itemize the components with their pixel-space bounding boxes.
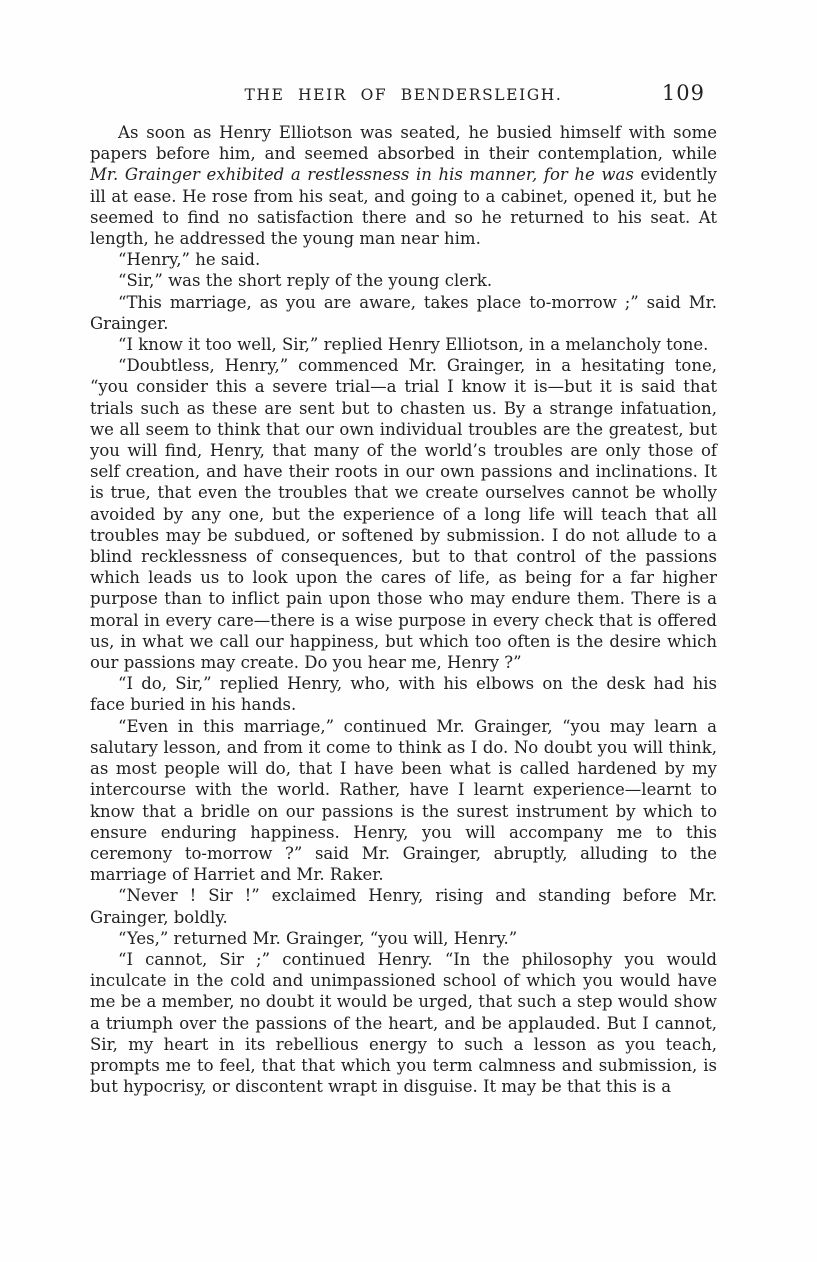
page-header — [90, 81, 717, 112]
paragraph: “I cannot, Sir ;” continued Henry. “In the philosophy you would inculcate in the cold and unimpassioned school of which you would have me be a member, no doubt it would be urged, that such a step would show a triumph over the passions of the heart, and be applauded. But I cannot, Sir, my heart in its rebellious energy to such a lesson as you teach, prompts me to feel, that that which you term calmness and submission, is but hypocrisy, or discontent wrapt in disguise. It may be that this is a — [90, 949, 717, 1097]
paragraph: “Even in this marriage,” continued Mr. Grainger, “you may learn a salutary lesson, and from it come to think as I do. No doubt you will think, as most people will do, that I have been what is called hardened by my intercourse with the world. Rather, have I learnt experience—learnt to know that a bridle on our passions is the surest instrument by which to ensure enduring happiness. Henry, you will accompany me to this ceremony to-morrow ?” said Mr. Grainger, abruptly, alluding to the marriage of Harriet and Mr. Raker. — [90, 716, 717, 885]
paragraph: “Never ! Sir !” exclaimed Henry, rising and standing before Mr. Grainger, boldly. — [90, 886, 717, 927]
running-header: THE HEIR OF BENDERSLEIGH. — [244, 86, 563, 104]
paragraph: “Sir,” was the short reply of the young clerk. — [118, 271, 493, 291]
paragraph: “This marriage, as you are aware, takes place to-morrow ;” said Mr. Grainger. — [90, 292, 717, 333]
paragraph: “Henry,” he said. — [118, 250, 261, 270]
paragraph-text: As soon as Henry Elliotson was seated, he busied himself with some papers before him, and seemed absorbed in their contemplation, while — [90, 123, 717, 164]
paragraph — [90, 122, 717, 249]
paragraph: “I do, Sir,” replied Henry, who, with his elbows on the desk had his face buried in his hands. — [90, 674, 717, 715]
paragraph-text: evidently ill at ease. He rose from his seat, and going to a cabinet, opened it, but he seemed to find no satisfaction there and so he returned to his seat. At length, he addressed the young man near him. — [90, 165, 717, 249]
italic-phrase: Mr. Grainger exhibited a restlessness in his manner, for he was — [90, 165, 634, 185]
paragraph: “Yes,” returned Mr. Grainger, “you will, Henry.” — [118, 928, 518, 948]
paragraph: “Doubtless, Henry,” commenced Mr. Grainger, in a hesitating tone, “you consider this a severe trial—a trial I know it is—but it is said that trials such as these are sent but to chasten us. By a strange infatuation, we all seem to think that our own individual troubles are the greatest, but you will find, Henry, that many of the world’s troubles are only those of self creation, and have their roots in our own passions and inclinations. It is true, that even the troubles that we create ourselves cannot be wholly avoided by any one, but the experience of a long life will teach that all troubles may be subdued, or softened by submission. I do not allude to a blind recklessness of consequences, but to that control of the passions which leads us to look upon the cares of life, as being for a far higher purpose than to inflict pain upon those who may endure them. There is a moral in every care—there is a wise purpose in every check that is offered us, in what we call our happiness, but which too often is the desire which our passions may create. Do you hear me, Henry ?” — [90, 356, 717, 673]
paragraph: “I know it too well, Sir,” replied Henry Elliotson, in a melancholy tone. — [118, 335, 709, 355]
page-number: 109 — [661, 81, 705, 105]
body-text — [90, 122, 717, 1097]
